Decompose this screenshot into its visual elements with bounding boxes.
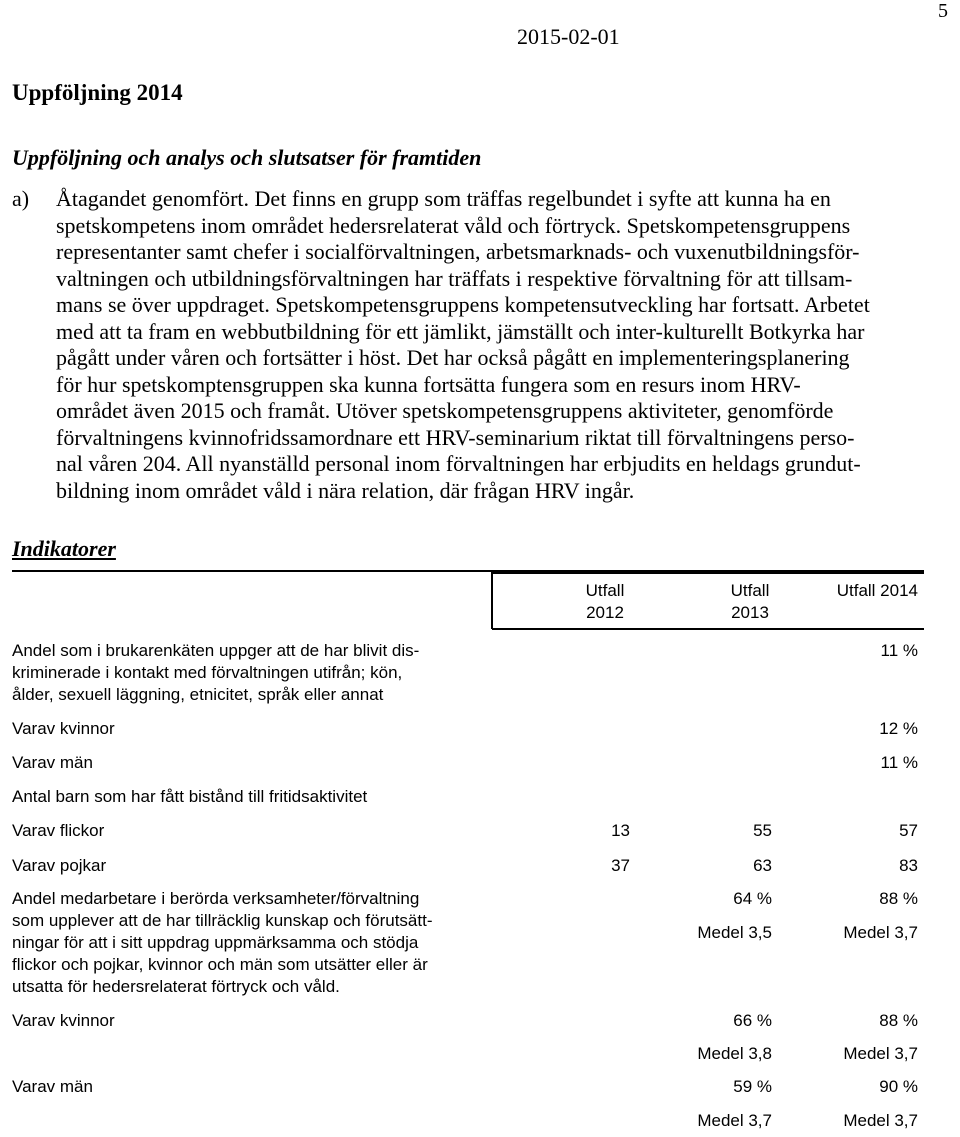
paragraph-label: a) (12, 186, 30, 211)
paragraph-line: representanter samt chefer i socialförvaltningen, arbetsmarknads- och vuxenutbildningsför- (56, 239, 860, 264)
table-cell-2014: Medel 3,7 (843, 1044, 918, 1063)
section-subtitle: Uppföljning och analys och slutsatser för framtiden (12, 145, 482, 170)
header-2014: Utfall 2014 (836, 581, 918, 600)
paragraph-line: mans se över uppdraget. Spetskompetensgruppens kompetensutveckling har fortsatt. Arbetet (56, 292, 870, 317)
table-cell-2012: 13 (611, 821, 630, 840)
paragraph-line: för hur spetskomptensgruppen ska kunna fortsätta fungera som en resurs inom HRV- (56, 371, 801, 397)
paragraph-line: spetskompetens inom området hedersrelaterat våld och förtryck. Spetskompetensgruppens (56, 212, 851, 238)
paragraph-line: nal våren 204. All nyanställd personal inom förvaltningen har erbjudits en heldags grundut- (56, 451, 861, 476)
paragraph-line: pågått under våren och fortsätter i höst. Det har också pågått en implementeringsplanering (56, 345, 850, 370)
table-cell-2013: Medel 3,5 (697, 923, 772, 942)
table-cell-2013: Medel 3,8 (697, 1044, 772, 1063)
page-number: 5 (938, 0, 948, 22)
table-cell-2014: 57 (899, 821, 918, 840)
table-row-label: Antal barn som har fått bistånd till fritidsaktivitet (12, 787, 368, 806)
table-cell-2013: 64 % (733, 889, 772, 908)
table-top-rule (12, 570, 492, 572)
table-cell-2014: 88 % (879, 889, 918, 908)
table-row-label: Andel som i brukarenkäten uppger att de har blivit dis- kriminerade i kontakt med förvaltningen utifrån; kön, ålder, sexuell läggning, etnicitet, språk eller annat (12, 641, 420, 704)
header-2012: Utfall 2012 (585, 581, 625, 622)
paragraph-line: med att ta fram en webbutbildning för ett jämlikt, jämställt och inter-kulturellt Botkyrka har (56, 318, 865, 344)
table-cell-2014: 83 (899, 856, 918, 875)
body-paragraph (12, 186, 942, 504)
table-cell-2014: 12 % (879, 719, 918, 738)
paragraph-line: a) Åtagandet genomfört. Det finns en grupp som träffas regelbundet i syfte att kunna ha en (12, 186, 831, 211)
document-date: 2015-02-01 (517, 24, 620, 49)
table-header-divider (491, 571, 493, 629)
table-row-label: Varav män (12, 1077, 93, 1096)
table-cell-2013: 66 % (733, 1011, 772, 1030)
table-cell-2012: 37 (611, 856, 630, 875)
table-cell-2014: 90 % (879, 1077, 918, 1096)
table-cell-2014: Medel 3,7 (843, 923, 918, 942)
paragraph-line: valtningen och utbildningsförvaltningen har träffats i respektive förvaltning för att tillsam- (56, 265, 853, 291)
table-row-label: Andel medarbetare i berörda verksamheter/förvaltning som upplever att de har tillräcklig kunskap och förutsätt- ningar för att i sitt uppdrag uppmärksamma och stödja flickor och pojkar, kvinnor och män som utsätter eller är utsatta för hedersrelaterat förtryck och våld. (12, 889, 433, 996)
table-row-label: Varav pojkar (12, 856, 107, 875)
table-row-label: Varav män (12, 753, 93, 772)
paragraph-line: bildning inom området våld i nära relation, där frågan HRV ingår. (56, 477, 635, 503)
table-cell-2013: 63 (753, 856, 772, 875)
page-title: Uppföljning 2014 (12, 80, 183, 105)
table-row-label: Varav flickor (12, 821, 105, 840)
table-cell-2014: 11 % (880, 641, 918, 660)
table-row-label: Varav kvinnor (12, 1011, 115, 1030)
table-cell-2013: 59 % (733, 1077, 772, 1096)
table-header-rule (492, 628, 924, 630)
table-cell-2013: 55 (753, 821, 772, 840)
indicators-heading: Indikatorer (12, 536, 116, 561)
header-2013: Utfall 2013 (730, 581, 770, 622)
table-cell-2014: 11 % (880, 753, 918, 772)
table-cell-2013: Medel 3,7 (697, 1111, 772, 1130)
table-row-label: Varav kvinnor (12, 719, 115, 738)
paragraph-line: förvaltningens kvinnofridssamordnare ett HRV-seminarium riktat till förvaltningens perso- (56, 424, 855, 450)
table-cell-2014: 88 % (879, 1011, 918, 1030)
table-cell-2014: Medel 3,7 (843, 1111, 918, 1130)
table-top-rule (492, 570, 924, 574)
paragraph-line: området även 2015 och framåt. Utöver spetskompetensgruppens aktiviteter, genomförde (56, 398, 834, 423)
